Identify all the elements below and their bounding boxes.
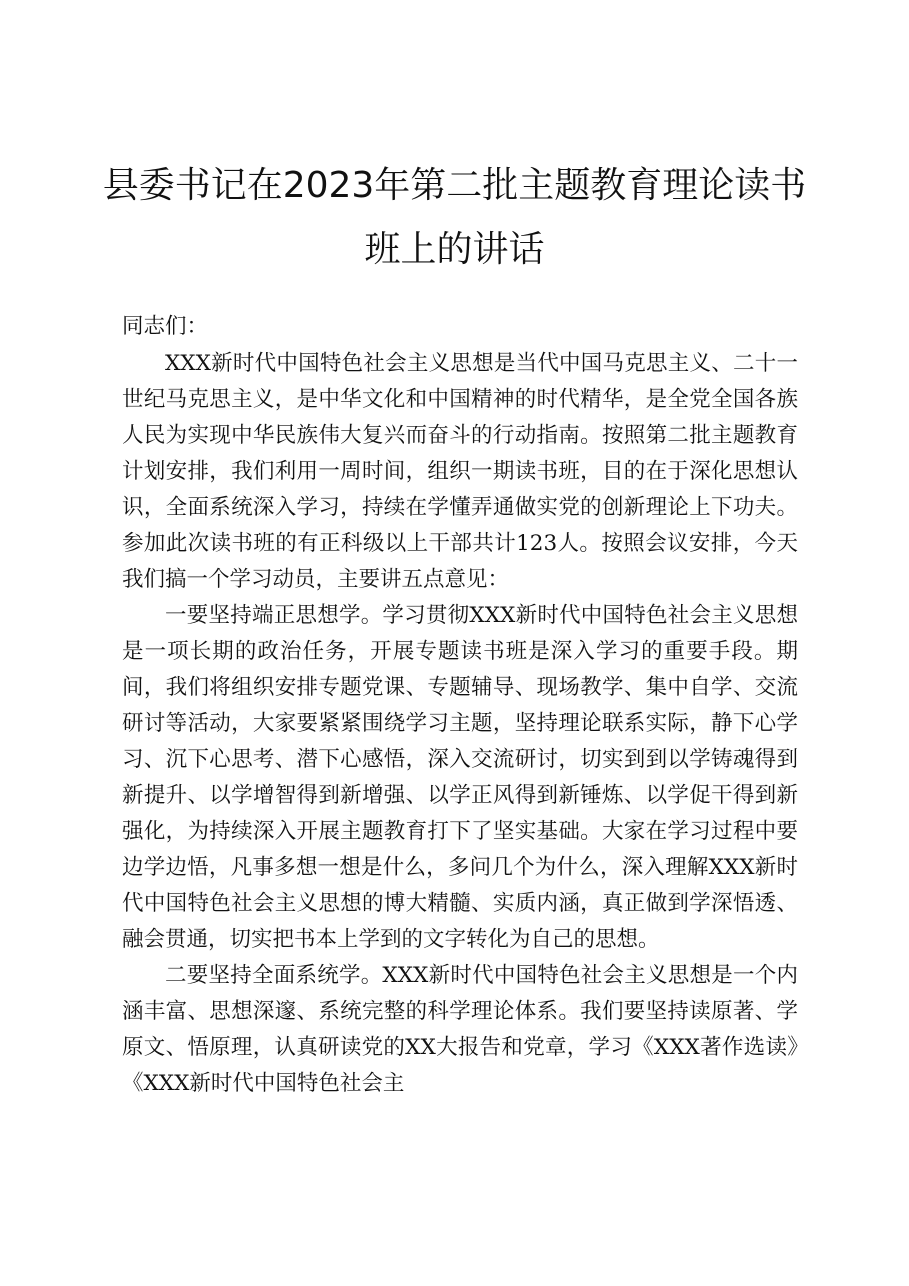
paragraph-point-2: 二要坚持全面系统学。XXX新时代中国特色社会主义思想是一个内涵丰富、思想深邃、系统完整的科学理论体系。我们要坚持读原著、学原文、悟原理，认真研读党的XX大报告和党章，学习《XXX著作选读》《XXX新时代中国特色社会主: [122, 963, 798, 1096]
document-title-line-2: 班上的讲话: [364, 229, 545, 270]
salutation: 同志们：: [122, 314, 209, 339]
paragraph-point-1: 一要坚持端正思想学。学习贯彻XXX新时代中国特色社会主义思想是一项长期的政治任务，开展专题读书班是深入学习的重要手段。期间，我们将组织安排专题党课、专题辅导、现场教学、集中自学、交流研讨等活动，大家要紧紧围绕学习主题，坚持理论联系实际，静下心学习、沉下心思考、潜下心感悟，深入交流研讨，切实到到以学铸魂得到新提升、以学增智得到新增强、以学正风得到新锤炼、以学促干得到新强化，为持续深入开展主题教育打下了坚实基础。大家在学习过程中要边学边悟，凡事多想一想是什么，多问几个为什么，深入理解XXX新时代中国特色社会主义思想的博大精髓、实质内涵，真正做到学深悟透、融会贯通，切实把书本上学到的文字转化为自己的思想。: [122, 603, 798, 952]
paragraph-intro: XXX新时代中国特色社会主义思想是当代中国马克思主义、二十一世纪马克思主义，是中华文化和中国精神的时代精华，是全党全国各族人民为实现中华民族伟大复兴而奋斗的行动指南。按照第二批主题教育计划安排，我们利用一周时间，组织一期读书班，目的在于深化思想认识，全面系统深入学习，持续在学懂弄通做实党的创新理论上下功夫。参加此次读书班的有正科级以上干部共计123人。按照会议安排，今天我们搞一个学习动员，主要讲五点意见：: [122, 351, 798, 592]
document-body: [122, 308, 798, 1102]
document-title-line-1: 县委书记在2023年第二批主题教育理论读书: [102, 165, 807, 206]
